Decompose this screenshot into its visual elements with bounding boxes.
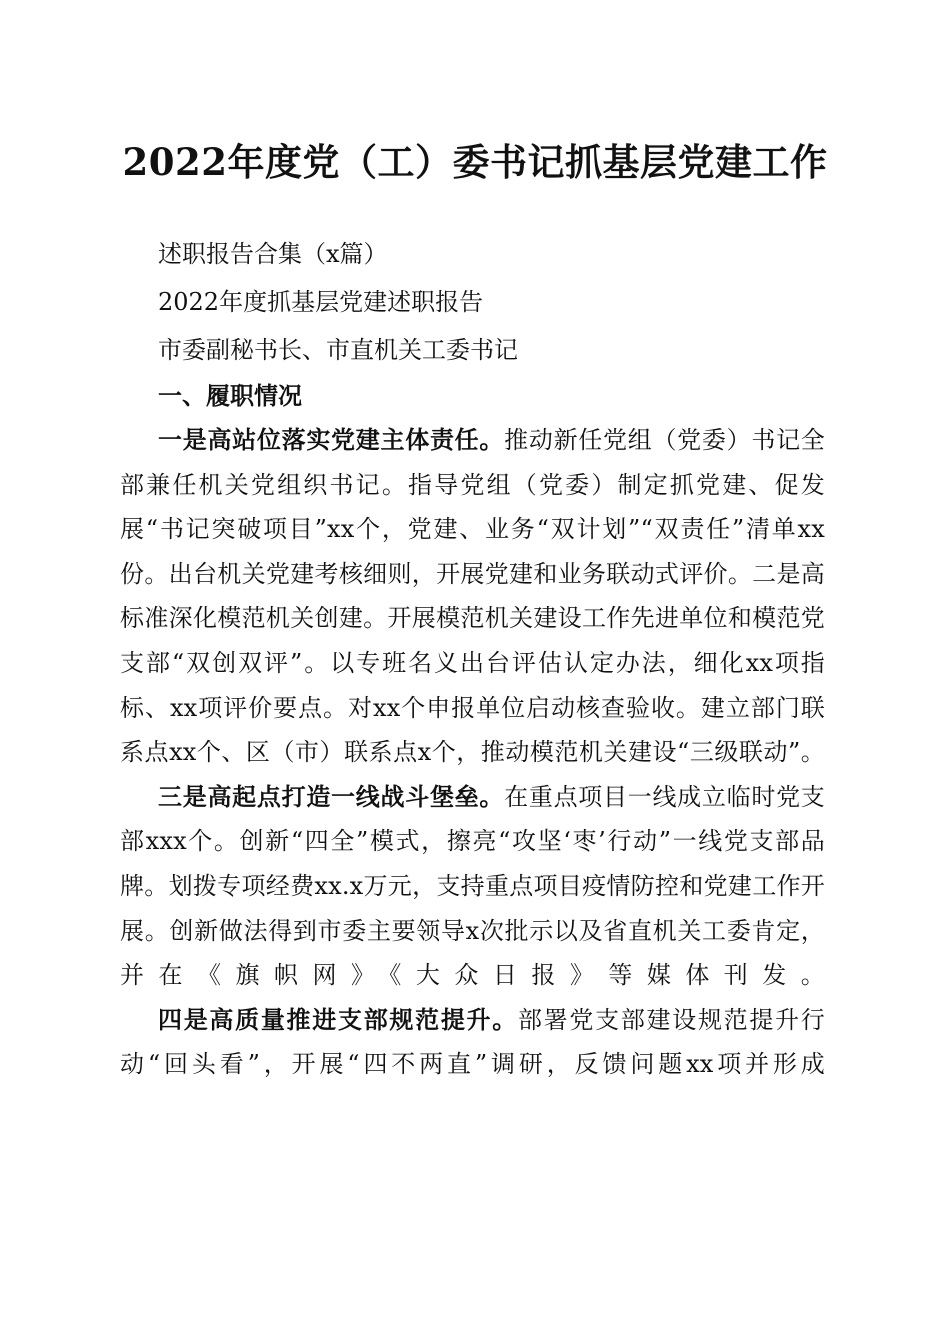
paragraph-1-lead: 一是高站位落实党建主体责任。 — [158, 425, 505, 454]
document-body — [120, 230, 825, 1087]
paragraph-3-text: 部署党支部建设规范提升行动“回头看”，开展“四不两直”调研，反馈问题xx项并形成 — [120, 1005, 825, 1079]
paragraph-3 — [120, 998, 825, 1087]
subtitle-report-name: 2022年度抓基层党建述职报告 — [158, 288, 484, 316]
paragraph-3-lead: 四是高质量推进支部规范提升。 — [158, 1004, 518, 1034]
subtitle-author-position: 市委副秘书长、市直机关工委书记 — [158, 336, 518, 364]
section-heading: 一、履职情况 — [158, 381, 302, 410]
paragraph-2 — [120, 775, 825, 998]
paragraph-1-text: 推动新任党组（党委）书记全部兼任机关党组织书记。指导党组（党委）制定抓党建、促发展“书记突破项目”xx个，党建、业务“双计划”“双责任”清单xx份。出台机关党建考核细则，开展党建和业务联动式评价。二是高标准深化模范机关创建。开展模范机关建设工作先进单位和模范党支部“双创双评”。以专班名义出台评估认定办法，细化xx项指标、xx项评价要点。对xx个申报单位启动核查验收。建立部门联系点xx个、区（市）联系点x个，推动模范机关建设“三级联动”。 — [120, 426, 825, 767]
paragraph-1 — [120, 418, 825, 775]
subtitle-collection: 述职报告合集（x篇） — [158, 240, 388, 268]
paragraph-2-text: 在重点项目一线成立临时党支部xxx个。创新“四全”模式，擦亮“攻坚‘枣’行动”一线党支部品牌。划拨专项经费xx.x万元，支持重点项目疫情防控和党建工作开展。创新做法得到市委主要领导x次批示以及省直机关工委肯定，并在《旗帜网》《大众日报》等媒体刊发。 — [120, 782, 825, 990]
document-title: 2022年度党（工）委书记抓基层党建工作 — [122, 140, 828, 184]
paragraph-2-lead: 三是高起点打造一线战斗堡垒。 — [158, 781, 505, 811]
